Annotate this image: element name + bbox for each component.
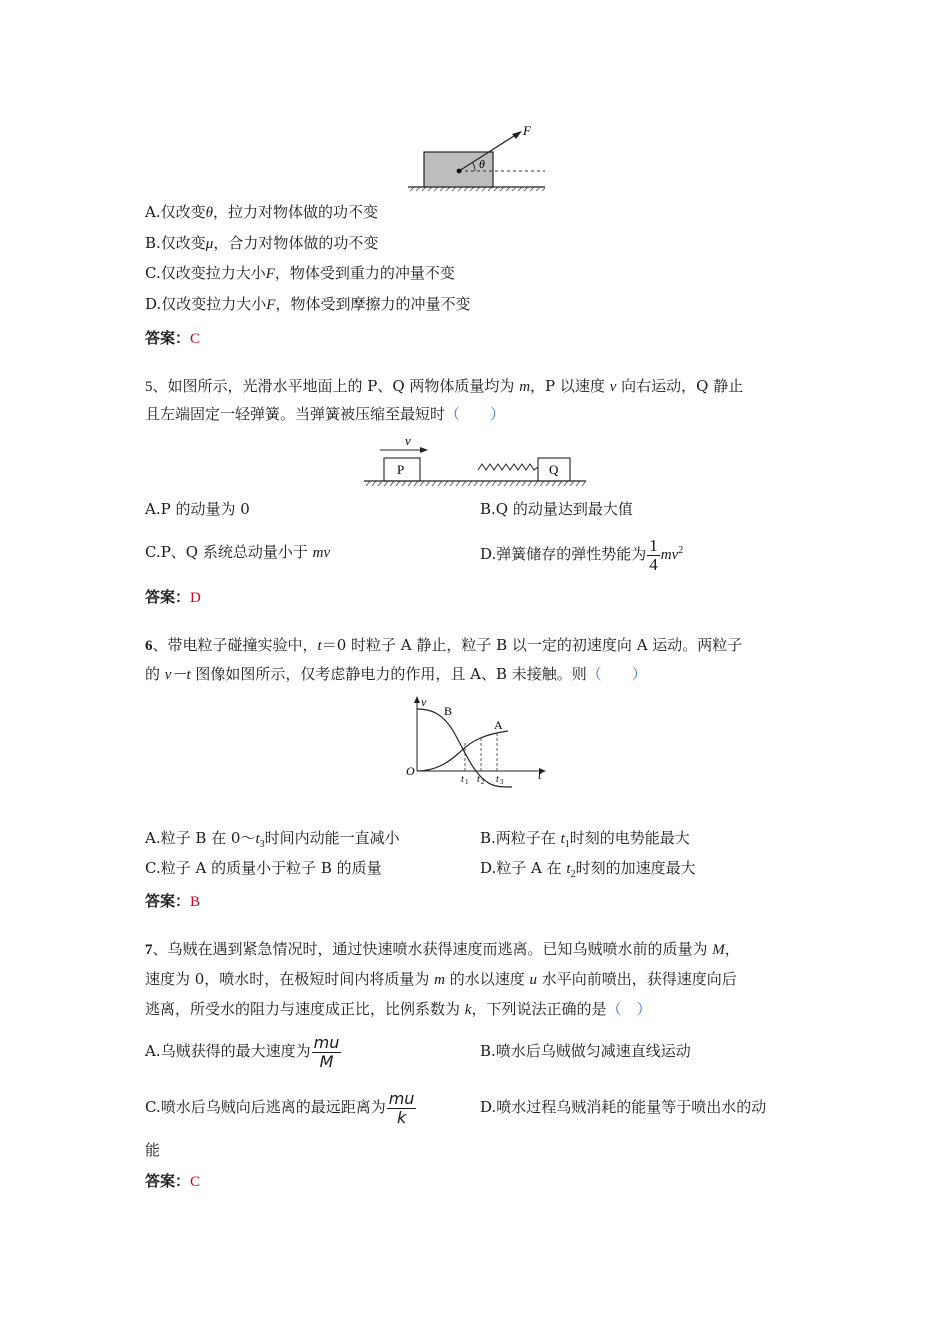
q5-stem-m: m — [519, 379, 531, 395]
q5-number: 5 — [145, 379, 153, 395]
q6-option-d-sub: 2 — [570, 869, 576, 880]
q5-option-a[interactable] — [145, 499, 250, 519]
q7-option-c-fraction — [387, 1090, 417, 1127]
q7-option-a-fraction — [312, 1034, 342, 1071]
q4-option-d-text2: ，物体受到摩擦力的冲量不变 — [275, 295, 471, 313]
q6-axis-t: t — [538, 768, 542, 782]
q4-option-b-text2: ，合力对物体做的功不变 — [213, 234, 379, 252]
q4-answer-label: 答案： — [145, 329, 191, 347]
q7-stem-M: M — [712, 942, 725, 958]
q4-option-b-text: B.仅改变 — [145, 234, 206, 252]
q6-stem-line2 — [145, 664, 647, 685]
q7-option-d[interactable] — [480, 1097, 766, 1117]
q7-stem-m: m — [434, 972, 445, 988]
q7-stem-line2-text: 速度为 0，喷水时，在极短时间内将质量为 — [145, 970, 435, 988]
q4-option-a-var: θ — [205, 205, 213, 221]
q7-paren: （ ） — [606, 1000, 652, 1018]
q7-option-c-numerator: mu — [388, 1088, 415, 1108]
q5-option-b[interactable] — [480, 499, 633, 519]
q6-stem-line1 — [145, 635, 742, 656]
q7-option-d-continued — [145, 1140, 160, 1160]
q6-option-a-t: t — [255, 831, 260, 847]
q7-stem-line2-text2: 的水以速度 — [444, 970, 530, 988]
q7-option-c[interactable] — [145, 1085, 417, 1129]
q7-number: 7 — [145, 942, 153, 958]
q6-number: 6 — [145, 638, 153, 654]
q6-stem-line2-text: 的 — [145, 665, 165, 683]
q6-option-b[interactable] — [480, 828, 690, 855]
q6-stem-vt: v－t — [164, 667, 191, 683]
q7-answer — [145, 1171, 200, 1192]
q5-option-d-var: mv — [660, 547, 679, 563]
q6-option-d-t: t — [566, 861, 571, 877]
q6-option-d[interactable] — [480, 858, 696, 885]
q7-option-b[interactable] — [480, 1041, 691, 1061]
q5-figure — [362, 434, 594, 490]
q7-answer-value: C — [190, 1174, 201, 1190]
q6-option-b-text2: 时刻的电势能最大 — [569, 829, 690, 847]
q7-stem-line3 — [145, 999, 651, 1020]
q5-paren: （ ） — [445, 405, 506, 423]
q5-stem-line2 — [145, 404, 505, 424]
q7-option-d-text2: 能 — [145, 1141, 161, 1159]
q7-option-c-text: C.喷水后乌贼向后逃离的最远距离为 — [145, 1098, 386, 1116]
q4-option-a[interactable] — [145, 202, 378, 223]
q6-option-b-t: t — [560, 831, 565, 847]
q6-option-a-sub: 3 — [259, 839, 265, 850]
q6-option-c-text: C.粒子 A 的质量小于粒子 B 的质量 — [145, 859, 382, 877]
q7-option-a-numerator: mu — [313, 1032, 340, 1052]
q7-stem-line1 — [145, 939, 740, 960]
q4-block-figure — [405, 118, 555, 192]
q6-option-a[interactable] — [145, 828, 400, 855]
q6-option-a-text: A.粒子 B 在 0～ — [145, 829, 256, 847]
q5-answer-value: D — [190, 590, 201, 606]
q6-option-d-text: D.粒子 A 在 — [480, 859, 567, 877]
q5-stem-line1 — [145, 376, 743, 397]
q4-answer-value: C — [190, 331, 201, 347]
q6-curve-a — [417, 731, 508, 771]
q5-spring — [478, 464, 538, 470]
q5-fraction-denominator: 4 — [649, 554, 658, 574]
q7-stem-line3-text2: ，下列说法正确的是 — [471, 1000, 607, 1018]
q7-stem-line3-text: 逃离，所受水的阻力与速度成正比，比例系数为 — [145, 1000, 465, 1018]
q7-option-b-text: B.喷水后乌贼做匀减速直线运动 — [480, 1042, 691, 1060]
q5-v-label: v — [405, 434, 411, 448]
q5-stem-v: v — [609, 379, 617, 395]
q5-option-b-text: B.Q 的动量达到最大值 — [480, 500, 633, 518]
q5-option-a-text: A.P 的动量为 0 — [145, 500, 250, 518]
q7-stem-text: 、乌贼在遇到紧急情况时，通过快速喷水获得速度而逃离。已知乌贼喷水前的质量为 — [152, 940, 713, 958]
q6-option-b-text: B.两粒子在 — [480, 829, 561, 847]
q7-stem-k: k — [464, 1002, 472, 1018]
q5-answer-label: 答案： — [145, 588, 191, 606]
q6-tick-t1-sub: 1 — [465, 778, 469, 786]
q5-option-c[interactable] — [145, 542, 330, 563]
q4-option-b[interactable] — [145, 233, 378, 254]
q4-option-d-var: F — [266, 297, 276, 313]
q6-tick-t1: t — [461, 774, 464, 785]
q7-answer-label: 答案： — [145, 1172, 191, 1190]
q4-option-a-text: A.仅改变 — [145, 203, 206, 221]
q4-option-b-var: μ — [205, 236, 214, 252]
q6-answer-value: B — [190, 894, 201, 910]
q6-answer — [145, 891, 200, 912]
q6-option-d-text2: 时刻的加速度最大 — [575, 859, 696, 877]
q6-label-b: B — [444, 704, 453, 718]
q5-q-label: Q — [549, 462, 559, 477]
q6-stem-t: t — [317, 638, 322, 654]
q6-tick-t3: t — [496, 774, 499, 785]
q5-answer — [145, 587, 201, 608]
q5-option-c-text: C.P、Q 系统总动量小于 — [145, 543, 313, 561]
q4-option-c-text2: ，物体受到重力的冲量不变 — [274, 264, 455, 282]
q6-answer-label: 答案： — [145, 892, 191, 910]
q7-stem-u: u — [529, 972, 537, 988]
q6-tick-t3-sub: 3 — [500, 778, 504, 786]
q6-vt-graph — [402, 694, 552, 790]
q5-option-d-sup: 2 — [678, 545, 684, 556]
q5-stem-text2: ，P 以速度 — [530, 377, 610, 395]
q4-option-a-text2: ，拉力对物体做的功不变 — [212, 203, 378, 221]
q4-answer — [145, 328, 200, 349]
q5-fraction-numerator: 1 — [649, 535, 658, 555]
q4-option-c[interactable] — [145, 263, 455, 284]
q6-label-a: A — [494, 718, 503, 732]
q6-stem-line2-text2: 图像如图所示，仅考虑静电力的作用，且 A、B 未接触。则 — [190, 665, 587, 683]
q6-axis-o: O — [406, 764, 415, 778]
q5-option-d[interactable] — [480, 528, 683, 578]
q7-option-a-denominator: M — [319, 1051, 334, 1071]
q5-stem-text3: 向右运动，Q 静止 — [616, 377, 744, 395]
q5-option-c-var: mv — [312, 545, 331, 561]
q7-stem-text2: ， — [724, 940, 740, 958]
q7-option-d-text: D.喷水过程乌贼消耗的能量等于喷出水的动 — [480, 1098, 767, 1116]
q6-paren: （ ） — [586, 665, 647, 683]
q6-option-a-text2: 时间内动能一直减小 — [264, 829, 400, 847]
q6-stem-text: 、带电粒子碰撞实验中， — [152, 636, 318, 654]
q6-tick-t2-sub: 2 — [481, 778, 485, 786]
q7-stem-line2 — [145, 969, 737, 990]
q4-angle-label: θ — [479, 157, 485, 171]
q7-stem-line2-text3: 水平向前喷出，获得速度向后 — [536, 970, 737, 988]
q7-option-a-text: A.乌贼获得的最大速度为 — [145, 1042, 311, 1060]
q4-option-c-var: F — [265, 266, 275, 282]
q4-option-d-text: D.仅改变拉力大小 — [145, 295, 267, 313]
q4-option-c-text: C.仅改变拉力大小 — [145, 264, 266, 282]
q5-stem-line2-text: 且左端固定一轻弹簧。当弹簧被压缩至最短时 — [145, 405, 446, 423]
q6-option-b-sub: 1 — [564, 839, 570, 850]
q5-p-label: P — [397, 462, 405, 477]
q5-option-d-fraction — [647, 537, 660, 574]
q6-stem-text2: ＝0 时粒子 A 静止，粒子 B 以一定的初速度向 A 运动。两粒子 — [321, 636, 743, 654]
q5-stem-text: 、如图所示，光滑水平地面上的 P、Q 两物体质量均为 — [152, 377, 520, 395]
q5-option-d-text: D.弹簧储存的弹性势能为 — [480, 545, 647, 563]
q6-axis-v: v — [421, 695, 427, 709]
q6-tick-t2: t — [477, 774, 480, 785]
q4-force-label: F — [523, 123, 531, 138]
q7-option-a[interactable] — [145, 1029, 342, 1073]
q7-option-c-denominator: k — [396, 1107, 407, 1127]
q4-option-d[interactable] — [145, 294, 470, 315]
q6-option-c[interactable] — [145, 858, 382, 878]
